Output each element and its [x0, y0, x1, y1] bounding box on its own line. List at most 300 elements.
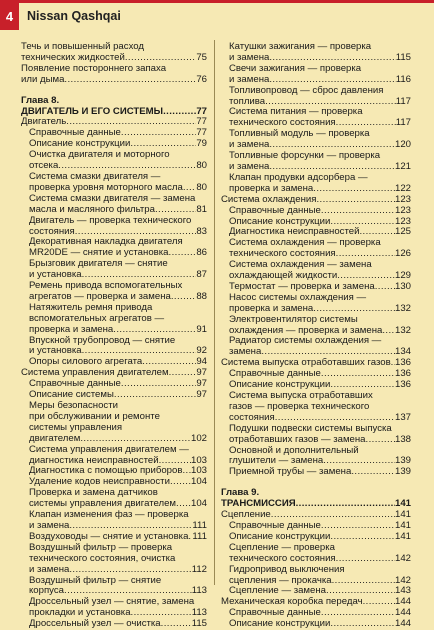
- toc-leader-dots: [82, 270, 197, 281]
- toc-entry: [21, 357, 207, 368]
- toc-entry: [221, 271, 411, 282]
- toc-entry-title: Система охлаждения: [221, 194, 317, 205]
- toc-entry: [221, 446, 411, 457]
- toc-entry: [21, 368, 207, 379]
- toc-page-number: 94: [196, 357, 207, 368]
- toc-entry: [21, 161, 207, 172]
- toc-entry: [221, 358, 411, 369]
- toc-chapter-heading: [221, 488, 411, 499]
- toc-entry-title: Впускной трубопровод — снятие: [29, 335, 176, 346]
- toc-entry: [221, 456, 411, 467]
- toc-entry-title: и установка: [29, 270, 82, 281]
- toc-leader-dots: [170, 477, 191, 488]
- toc-leader-dots: [366, 435, 395, 446]
- toc-leader-dots: [321, 206, 395, 217]
- toc-leader-dots: [125, 53, 197, 64]
- toc-entry: [21, 456, 207, 467]
- toc-entry-title: технического состояния, очистка: [29, 553, 176, 564]
- toc-page-number: 87: [196, 270, 207, 281]
- toc-entry-title: Сцепление — проверка: [229, 542, 335, 553]
- toc-entry-title: и замена: [229, 140, 270, 151]
- toc-chapter-heading: [21, 96, 207, 107]
- toc-page-number: 102: [190, 433, 207, 444]
- toc-entry: [21, 194, 207, 205]
- toc-entry: [21, 477, 207, 488]
- toc-page-number: 132: [394, 303, 411, 314]
- toc-entry-title: Дроссельный узел — снятие, замена: [29, 597, 195, 608]
- toc-page-number: 86: [196, 248, 207, 259]
- toc-leader-dots: [121, 379, 196, 390]
- toc-entry: [21, 379, 207, 390]
- toc-entry: [221, 217, 411, 228]
- toc-entry: [221, 227, 411, 238]
- toc-leader-dots: [64, 75, 196, 86]
- toc-leader-dots: [163, 107, 196, 118]
- toc-page-number: 112: [191, 564, 207, 575]
- toc-leader-dots: [323, 456, 395, 467]
- toc-entry-title: отсека: [29, 161, 59, 172]
- toc-entry-title: состояния: [229, 412, 275, 423]
- toc-entry: [21, 401, 207, 412]
- toc-entry: [21, 423, 207, 434]
- toc-entry-title: технических жидкостей: [21, 52, 125, 63]
- toc-entry: [21, 139, 207, 150]
- toc-entry: [21, 64, 207, 75]
- toc-entry-title: Сцепление — замена: [229, 586, 326, 597]
- toc-entry: [221, 195, 411, 206]
- toc-leader-dots: [265, 97, 396, 108]
- toc-entry: [221, 543, 411, 554]
- toc-leader-dots: [113, 325, 196, 336]
- toc-entry: [221, 304, 411, 315]
- toc-leader-dots: [80, 434, 191, 445]
- toc-page-number: 137: [394, 412, 411, 423]
- toc-page-number: 116: [395, 74, 411, 85]
- toc-entry-title: глушители — замена: [229, 456, 324, 467]
- toc-entry-title: Описание конструкции: [229, 619, 331, 630]
- toc-page-number: 117: [395, 118, 411, 129]
- toc-entry: [21, 270, 207, 281]
- toc-entry-title: отработавших газов — замена: [229, 434, 366, 445]
- toc-entry-title: Справочные данные: [229, 205, 321, 216]
- toc-entry: [221, 435, 411, 446]
- toc-leader-dots: [183, 183, 197, 194]
- toc-entry: [21, 608, 207, 619]
- toc-page-number: 104: [190, 499, 207, 510]
- toc-page-number: 77: [196, 128, 207, 139]
- toc-page-number: 142: [394, 553, 411, 564]
- toc-entry-title: или дыма: [21, 74, 65, 85]
- toc-entry: [221, 42, 411, 53]
- toc-entry-title: Очистка двигателя и моторного: [29, 150, 170, 161]
- toc-entry-title: сцепления — прокачка: [229, 575, 332, 586]
- toc-entry: [21, 117, 207, 128]
- toc-entry-title: проверка и замена: [229, 183, 314, 194]
- toc-entry-title: охлаждения — проверка и замена: [229, 325, 383, 336]
- toc-entry: [221, 424, 411, 435]
- toc-entry: [221, 162, 411, 173]
- toc-page-number: 81: [196, 204, 207, 215]
- toc-entry: [221, 151, 411, 162]
- toc-entry-title: Появление постороннего запаха: [21, 63, 167, 74]
- toc-entry: [221, 597, 411, 608]
- toc-entry: [21, 576, 207, 587]
- toc-entry-title: Радиатор системы охлаждения —: [229, 336, 382, 347]
- toc-entry-title: проверка и замена: [29, 324, 114, 335]
- toc-page-number: 92: [196, 346, 207, 357]
- toc-entry: [21, 292, 207, 303]
- toc-entry: [221, 402, 411, 413]
- toc-entry-title: Справочные данные: [229, 369, 321, 380]
- toc-entry-title: Воздушный фильтр — проверка: [29, 542, 173, 553]
- toc-leader-dots: [382, 326, 395, 337]
- toc-leader-dots: [269, 75, 395, 86]
- toc-entry-title: технического состояния: [229, 118, 336, 129]
- toc-page-number: 129: [394, 271, 411, 282]
- toc-entry: [221, 260, 411, 271]
- toc-entry-title: Термостат — проверка и замена: [229, 281, 375, 292]
- toc-page-number: 115: [395, 52, 411, 63]
- toc-leader-dots: [296, 499, 395, 510]
- toc-entry-title: Справочные данные: [229, 608, 321, 619]
- toc-entry-title: корпуса: [29, 586, 64, 597]
- toc-leader-dots: [171, 292, 197, 303]
- toc-leader-dots: [336, 118, 396, 129]
- toc-entry: [21, 521, 207, 532]
- toc-entry: [21, 281, 207, 292]
- toc-entry: [21, 128, 207, 139]
- toc-entry: [221, 510, 411, 521]
- toc-entry-title: Удаление кодов неисправности: [29, 477, 170, 488]
- toc-page-number: 121: [394, 161, 411, 172]
- toc-entry-title: MR20DE — снятие и установка: [29, 248, 169, 259]
- toc-entry: [21, 619, 207, 630]
- page-number: 4: [0, 3, 19, 30]
- toc-entry-title: технического состояния: [229, 553, 336, 564]
- toc-page-number: 136: [394, 369, 411, 380]
- toc-page-number: 143: [394, 586, 411, 597]
- toc-leader-dots: [316, 195, 395, 206]
- toc-entry: [21, 205, 207, 216]
- toc-page-number: 141: [394, 531, 411, 542]
- toc-leader-dots: [75, 227, 197, 238]
- toc-entry: [221, 107, 411, 118]
- section-gap: [221, 478, 411, 488]
- toc-entry-title: и замена: [229, 52, 270, 63]
- toc-entry: [21, 237, 207, 248]
- toc-leader-dots: [159, 456, 191, 467]
- toc-entry-title: Электровентилятор системы: [229, 314, 358, 325]
- toc-entry-title: Глава 9.: [221, 488, 260, 499]
- toc-page-number: 144: [394, 619, 411, 630]
- toc-entry-title: Система охлаждения — проверка: [229, 238, 381, 249]
- toc-entry: [21, 346, 207, 357]
- toc-leader-dots: [330, 217, 395, 228]
- toc-leader-dots: [337, 271, 395, 282]
- toc-leader-dots: [375, 282, 395, 293]
- toc-right-column: [221, 42, 411, 630]
- toc-leader-dots: [131, 608, 192, 619]
- toc-entry: [221, 608, 411, 619]
- toc-entry: [221, 347, 411, 358]
- toc-entry: [221, 293, 411, 304]
- toc-page-number: 97: [196, 379, 207, 390]
- toc-page-number: 141: [394, 510, 411, 521]
- toc-page-number: 111: [192, 520, 207, 531]
- toc-entry: [21, 259, 207, 270]
- toc-entry-title: Натяжитель ремня привода: [29, 302, 153, 313]
- toc-entry: [221, 173, 411, 184]
- toc-entry-title: Воздуховоды — снятие и установка: [29, 531, 189, 542]
- toc-leader-dots: [321, 521, 395, 532]
- toc-leader-dots: [66, 117, 196, 128]
- toc-entry-title: Воздушный фильтр — снятие: [29, 575, 162, 586]
- toc-leader-dots: [261, 347, 395, 358]
- toc-entry-title: и установка: [29, 346, 82, 357]
- toc-page-number: 80: [196, 161, 207, 172]
- toc-page-number: 139: [394, 456, 411, 467]
- toc-leader-dots: [176, 499, 191, 510]
- toc-entry: [21, 586, 207, 597]
- toc-entry-title: Глава 8.: [21, 95, 60, 106]
- toc-chapter-heading: [221, 499, 411, 510]
- toc-page-number: 83: [196, 226, 207, 237]
- toc-entry-title: Двигатель: [21, 117, 67, 128]
- toc-entry: [21, 543, 207, 554]
- toc-leader-dots: [313, 184, 395, 195]
- toc-entry: [221, 118, 411, 129]
- toc-entry: [221, 140, 411, 151]
- toc-entry-title: газов — проверка технического: [229, 401, 370, 412]
- toc-entry-title: Подушки подвески системы выпуска: [229, 423, 392, 434]
- toc-entry-title: системы управления двигателем: [29, 499, 177, 510]
- toc-entry-title: Катушки зажигания — проверка: [229, 42, 372, 52]
- toc-entry-title: диагностика неисправностей: [29, 455, 159, 466]
- toc-leader-dots: [69, 521, 192, 532]
- toc-entry: [221, 184, 411, 195]
- toc-leader-dots: [330, 380, 395, 391]
- toc-page-number: 103: [190, 455, 207, 466]
- toc-leader-dots: [69, 565, 191, 576]
- toc-entry-title: Справочные данные: [229, 520, 321, 531]
- toc-entry-title: Описание конструкции: [229, 380, 331, 391]
- toc-entry-title: Система питания — проверка: [229, 107, 363, 118]
- toc-leader-dots: [269, 53, 395, 64]
- toc-entry: [221, 75, 411, 86]
- toc-entry-title: Диагностика неисправностей: [229, 227, 360, 238]
- toc-leader-dots: [182, 466, 191, 477]
- toc-entry-title: проверка уровня моторного масла: [29, 182, 183, 193]
- toc-entry: [21, 172, 207, 183]
- toc-entry: [221, 586, 411, 597]
- toc-entry: [21, 565, 207, 576]
- toc-entry: [21, 336, 207, 347]
- toc-leader-dots: [363, 597, 395, 608]
- toc-entry: [21, 390, 207, 401]
- toc-leader-dots: [161, 619, 192, 630]
- toc-entry-title: ТРАНСМИССИЯ: [221, 499, 296, 510]
- toc-entry: [221, 336, 411, 347]
- toc-entry-title: Механическая коробка передач: [221, 597, 363, 608]
- toc-entry: [21, 248, 207, 259]
- toc-page-number: 91: [196, 324, 207, 335]
- toc-entry: [21, 466, 207, 477]
- toc-entry: [21, 216, 207, 227]
- toc-entry-title: и замена: [29, 520, 70, 531]
- book-title: Nissan Qashqai: [27, 9, 121, 23]
- toc-entry-title: Ремень привода вспомогательных: [29, 281, 183, 292]
- toc-leader-dots: [275, 413, 395, 424]
- toc-entry-title: агрегатов — проверка и замена: [29, 291, 171, 302]
- toc-entry-title: и замена: [229, 161, 270, 172]
- toc-entry: [221, 326, 411, 337]
- toc-entry-title: Топливные форсунки — проверка: [229, 151, 381, 162]
- toc-page-number: 144: [394, 597, 411, 608]
- toc-entry-title: проверка и замена: [229, 303, 314, 314]
- toc-entry: [221, 380, 411, 391]
- toc-entry-title: Насос системы охлаждения —: [229, 292, 367, 303]
- toc-page-number: 126: [394, 249, 411, 260]
- toc-leader-dots: [58, 161, 196, 172]
- toc-entry-title: Топливный модуль — проверка: [229, 129, 370, 140]
- toc-entry: [221, 206, 411, 217]
- toc-entry: [221, 282, 411, 293]
- toc-entry-title: Клапан продувки адсорбера —: [229, 172, 368, 183]
- toc-page-number: 111: [192, 531, 207, 542]
- toc-entry-title: Опоры силового агрегата: [29, 357, 143, 368]
- toc-page-number: 132: [394, 325, 411, 336]
- toc-entry: [221, 521, 411, 532]
- toc-entry-title: Свечи зажигания — проверка: [229, 63, 362, 74]
- toc-entry-title: Гидропривод выключения: [229, 564, 345, 575]
- toc-entry: [221, 238, 411, 249]
- toc-page-number: 123: [394, 205, 411, 216]
- toc-entry-title: Топливопровод — сброс давления: [229, 85, 384, 96]
- toc-entry: [221, 576, 411, 587]
- toc-entry: [21, 554, 207, 565]
- toc-entry-title: масла и масляного фильтра: [29, 204, 155, 215]
- toc-entry-title: Система охлаждения — замена: [229, 260, 372, 271]
- toc-page-number: 142: [394, 575, 411, 586]
- toc-entry: [21, 445, 207, 456]
- toc-entry: [21, 499, 207, 510]
- toc-entry: [221, 129, 411, 140]
- toc-entry: [21, 325, 207, 336]
- header-rule: [0, 0, 434, 3]
- toc-entry: [21, 532, 207, 543]
- toc-leader-dots: [336, 554, 395, 565]
- toc-leader-dots: [269, 140, 395, 151]
- toc-page-number: 123: [394, 216, 411, 227]
- toc-page-number: 80: [196, 182, 207, 193]
- toc-entry-title: Справочные данные: [29, 379, 121, 390]
- toc-entry-title: Клапан изменения фаз — проверка: [29, 510, 189, 521]
- toc-leader-dots: [169, 368, 197, 379]
- toc-entry: [221, 467, 411, 478]
- toc-page-number: 136: [394, 358, 411, 369]
- toc-leader-dots: [330, 619, 395, 630]
- toc-chapter-heading: [21, 107, 207, 118]
- toc-entry-title: состояния: [29, 226, 75, 237]
- toc-page-number: 144: [394, 608, 411, 619]
- column-divider: [214, 40, 215, 585]
- toc-entry: [221, 619, 411, 630]
- toc-leader-dots: [359, 227, 395, 238]
- toc-page-number: 117: [395, 96, 411, 107]
- toc-entry-title: замена: [229, 347, 262, 358]
- toc-entry-title: технического состояния: [229, 249, 336, 260]
- toc-leader-dots: [114, 390, 196, 401]
- toc-entry-title: и замена: [229, 74, 270, 85]
- toc-entry: [21, 303, 207, 314]
- toc-entry: [21, 150, 207, 161]
- toc-entry-title: вспомогательных агрегатов —: [29, 313, 165, 324]
- toc-page-number: 88: [196, 291, 207, 302]
- toc-entry-title: Двигатель — проверка технического: [29, 215, 192, 226]
- toc-page-number: 79: [196, 139, 207, 150]
- toc-entry: [21, 314, 207, 325]
- toc-page-number: 134: [394, 347, 411, 358]
- toc-entry-title: ДВИГАТЕЛЬ И ЕГО СИСТЕМЫ: [21, 106, 164, 117]
- section-gap: [21, 86, 207, 96]
- toc-left-column: [21, 42, 207, 630]
- toc-page-number: 103: [190, 466, 207, 477]
- toc-entry-title: Система управления двигателем: [21, 368, 169, 379]
- toc-page-number: 104: [190, 477, 207, 488]
- toc-entry: [221, 532, 411, 543]
- toc-page-number: 130: [394, 281, 411, 292]
- toc-entry: [21, 227, 207, 238]
- toc-page-number: 139: [394, 467, 411, 478]
- toc-entry: [21, 412, 207, 423]
- toc-entry-title: Течь и повышенный расход: [21, 42, 144, 52]
- toc-leader-dots: [330, 532, 395, 543]
- toc-leader-dots: [155, 205, 196, 216]
- toc-entry: [221, 64, 411, 75]
- toc-entry-title: топлива: [229, 96, 266, 107]
- toc-entry: [21, 75, 207, 86]
- toc-entry: [21, 488, 207, 499]
- toc-page-number: 97: [196, 368, 207, 379]
- toc-entry-title: Проверка и замена датчиков: [29, 488, 158, 499]
- toc-page-number: 75: [196, 52, 207, 63]
- toc-page-number: 77: [196, 106, 207, 117]
- toc-entry-title: Система управления двигателем —: [29, 444, 189, 455]
- toc-leader-dots: [64, 586, 192, 597]
- toc-entry-title: Описание конструкции: [229, 216, 331, 227]
- toc-page-number: 136: [394, 380, 411, 391]
- toc-leader-dots: [336, 249, 395, 260]
- toc-entry: [21, 434, 207, 445]
- toc-entry-title: Меры безопасности: [29, 401, 118, 411]
- toc-entry: [21, 183, 207, 194]
- toc-leader-dots: [321, 369, 395, 380]
- toc-leader-dots: [130, 139, 196, 150]
- toc-page-number: 97: [196, 390, 207, 401]
- toc-page-number: 77: [196, 117, 207, 128]
- toc-page-number: 120: [394, 140, 411, 151]
- toc-leader-dots: [326, 586, 395, 597]
- toc-entry-title: двигателем: [29, 433, 81, 444]
- toc-entry: [221, 53, 411, 64]
- toc-entry-title: Дроссельный узел — очистка: [29, 619, 161, 630]
- toc-entry-title: прокладки и установка: [29, 608, 131, 619]
- toc-leader-dots: [321, 608, 395, 619]
- toc-page-number: 113: [191, 586, 207, 597]
- toc-entry: [221, 565, 411, 576]
- toc-entry-title: Система смазки двигателя — замена: [29, 193, 196, 204]
- toc-entry: [21, 42, 207, 53]
